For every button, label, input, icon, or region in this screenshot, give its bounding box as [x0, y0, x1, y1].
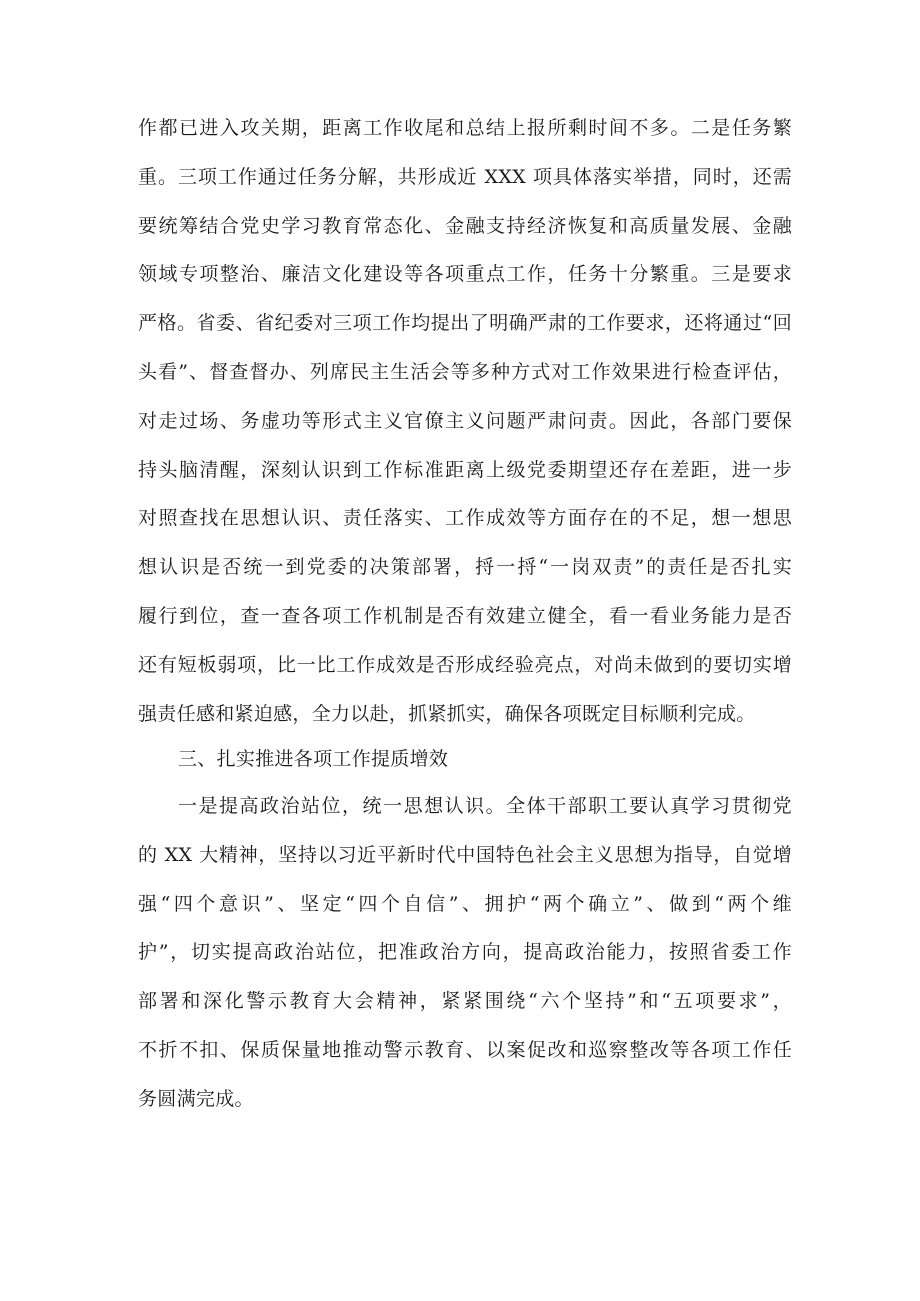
- paragraph-1-line: 强责任感和紧迫感，全力以赴，抓紧抓实，确保各项既定目标顺利完成。: [138, 702, 756, 725]
- paragraph-2-line: 不折不扣、保质保量地推动警示教育、以案促改和巡察整改等各项工作任: [138, 1038, 792, 1061]
- paragraph-1-line: 持头脑清醒，深刻认识到工作标准距离上级党委期望还存在差距，进一步: [138, 458, 792, 481]
- paragraph-1-line: 头看”、督查督办、列席民主生活会等多种方式对工作效果进行检查评估，: [138, 360, 792, 383]
- paragraph-1-line: 想认识是否统一到党委的决策部署，捋一捋“一岗双责”的责任是否扎实: [138, 556, 792, 579]
- paragraph-1-line: 作都已进入攻关期，距离工作收尾和总结上报所剩时间不多。二是任务繁: [138, 117, 792, 139]
- paragraph-2-line: 务圆满完成。: [138, 1087, 254, 1110]
- paragraph-2: [138, 782, 792, 1124]
- paragraph-1: [138, 104, 792, 738]
- paragraph-2-line: 强“四个意识”、坚定“四个自信”、拥护“两个确立”、做到“两个维: [138, 892, 792, 915]
- paragraph-2-line: 护”，切实提高政治站位，把准政治方向，提高政治能力，按照省委工作: [138, 941, 792, 964]
- paragraph-1-line: 严格。省委、省纪委对三项工作均提出了明确严肃的工作要求，还将通过“回: [138, 312, 792, 335]
- paragraph-1-line: 要统筹结合党史学习教育常态化、金融支持经济恢复和高质量发展、金融: [138, 214, 792, 237]
- paragraph-1-line: 对照查找在思想认识、责任落实、工作成效等方面存在的不足，想一想思: [138, 507, 792, 530]
- paragraph-1-line: 还有短板弱项，比一比工作成效是否形成经验亮点，对尚未做到的要切实增: [138, 653, 792, 676]
- paragraph-2-line: 部署和深化警示教育大会精神，紧紧围绕“六个坚持”和“五项要求”，: [138, 990, 792, 1013]
- paragraph-2-line: 的 XX 大精神，坚持以习近平新时代中国特色社会主义思想为指导，自觉增: [138, 843, 792, 866]
- paragraph-1-line: 重。三项工作通过任务分解，共形成近 XXX 项具体落实举措，同时，还需: [138, 165, 792, 188]
- paragraph-2-line: 一是提高政治站位，统一思想认识。全体干部职工要认真学习贯彻党: [178, 795, 792, 817]
- section-heading: 三、扎实推进各项工作提质增效: [178, 748, 449, 770]
- paragraph-1-line: 履行到位，查一查各项工作机制是否有效建立健全，看一看业务能力是否: [138, 604, 792, 627]
- paragraph-1-line: 对走过场、务虚功等形式主义官僚主义问题严肃问责。因此，各部门要保: [138, 409, 792, 432]
- paragraph-1-line: 领域专项整治、廉洁文化建设等各项重点工作，任务十分繁重。三是要求: [138, 263, 792, 286]
